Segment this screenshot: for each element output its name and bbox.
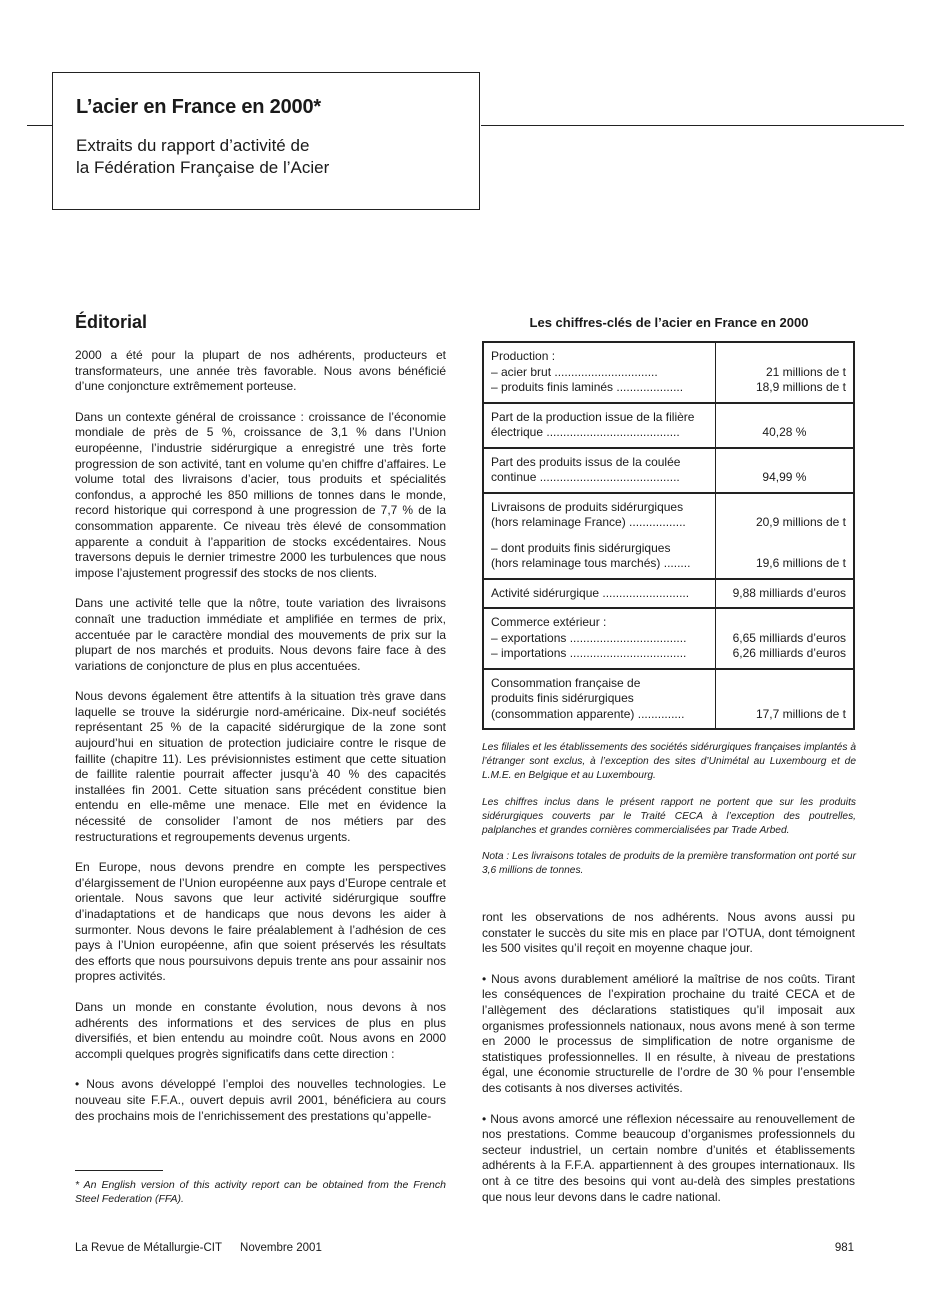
table-note: Nota : Les livraisons totales de produits de la première transformation ont porté sur 3,6 millions de tonnes.	[482, 851, 856, 877]
subtitle-line-1: Extraits du rapport d’activité de	[76, 136, 310, 155]
table-note: Les chiffres inclus dans le présent rapport ne portent que sur les produits sidérurgiques couverts par le Traité CECA à l’exception des poutrelles, palplanches et grandes cornières commercialisées par Trade Arbed.	[482, 796, 856, 837]
key-figures-title: Les chiffres-clés de l’acier en France en 2000	[529, 315, 809, 330]
table-cell-label: Part des produits issus de la coulée continue ..........................................	[483, 448, 715, 493]
key-figures-table	[482, 341, 855, 730]
table-cell-value: 21 millions de t 18,9 millions de t	[715, 342, 854, 403]
editorial-paragraph: En Europe, nous devons prendre en compte les perspectives d’élargissement de l’Union européenne aux pays d’Europe centrale et orientale. Nous savons que leur activité sidérurgique souffre d’inadaptations et de handicaps que nous devons les aider à surmonter. Nous devons le faire préalablement à l’adhésion de ces pays à l’Union européenne, afin que soient préservés les résultats des efforts que nous poursuivons depuis trente ans pour assainir nos propres activités.	[75, 860, 446, 984]
table-cell-value: 20,9 millions de t 19,6 millions de t	[715, 493, 854, 579]
table-cell-value: 40,28 %	[715, 403, 854, 448]
page-number: 981	[834, 1242, 854, 1254]
editorial-continued-column	[482, 910, 855, 1220]
issue-date: Novembre 2001	[240, 1242, 322, 1254]
editorial-paragraph: • Nous avons durablement amélioré la maîtrise de nos coûts. Tirant les conséquences de l’expiration prochaine du traité CECA et de l’allègement des déclarations statistiques qu’il imposait aux organismes professionnels nationaux, nous avons mené à son terme en 2000 le processus de simplification de notre organisme de statistiques professionnelles. Il en résulte, à niveau de prestations égal, une économie structurelle de l’ordre de 30 % pour l’ensemble des cotisants à nos diverses activités.	[482, 971, 855, 1095]
table-cell-label: Consommation française de produits finis sidérurgiques (consommation apparente) ..............	[483, 669, 715, 730]
table-cell-value: 94,99 %	[715, 448, 854, 493]
table-cell-value: 6,65 milliards d’euros 6,26 milliards d’euros	[715, 608, 854, 669]
page-subtitle	[76, 135, 457, 179]
table-row	[483, 403, 854, 448]
page-footer	[75, 1241, 322, 1255]
header-rule-right	[481, 125, 904, 126]
table-cell-label: Livraisons de produits sidérurgiques (hors relaminage France) ................. – dont produits finis sidérurgiques (hors relaminage tous marchés) ........	[483, 493, 715, 579]
table-notes	[482, 741, 856, 891]
editorial-paragraph: Dans un monde en constante évolution, nous devons à nos adhérents des informations et des services de plus en plus diversifiés, et bien entendu au moindre coût. Nous avons en 2000 accompli quelques progrès significatifs dans cette direction :	[75, 999, 446, 1061]
table-row	[483, 579, 854, 609]
table-row	[483, 493, 854, 579]
journal-name: La Revue de Métallurgie-CIT	[75, 1242, 223, 1254]
editorial-paragraph: • Nous avons développé l’emploi des nouvelles technologies. Le nouveau site F.F.A., ouvert depuis avril 2001, bénéficiera au cours des prochains mois de l’enrichissement des prestations qu’appelle-	[75, 1077, 446, 1123]
subtitle-line-2: la Fédération Française de l’Acier	[76, 158, 330, 177]
editorial-paragraph: Dans un contexte général de croissance : croissance de l’économie mondiale de près de 5 %, croissance de 3,1 % dans l’Union européenne, l’industrie sidérurgique a enregistré une très forte progression de son activité, tant en volume qu’en chiffre d’affaires. Le volume total des livraisons d’acier, tous produits et spécialités confondus, a approché les 850 millions de tonnes dans le monde, record historique qui correspond à une progression de 7,7 % de la consommation apparente. Ce niveau très élevé de consommation apparente a conduit à l’apparition de stocks excédentaires. Nous traversons depuis le dernier trimestre 2000 les turbulences que nous impose l’ajustement progressif des stocks de nos clients.	[75, 409, 446, 580]
page-title: L’acier en France en 2000*	[76, 96, 321, 118]
table-cell-label: Production : – acier brut ............................... – produits finis laminés ....................	[483, 342, 715, 403]
editorial-paragraph: 2000 a été pour la plupart de nos adhérents, producteurs et transformateurs, une année très favorable. Nous avons bénéficié d’une conjoncture extrêmement porteuse.	[75, 348, 446, 394]
editorial-paragraph: Nous devons également être attentifs à la situation très grave dans laquelle se trouve la sidérurgie nord-américaine. Dix-neuf sociétés représentant 25 % de la capacité sidérurgique de la zone sont aujourd’hui en situation de protection judiciaire contre le risque de faillite (chapitre 11). Les prévisionnistes estiment que cette situation de faillite ralentie pourrait affecter jusqu’à 40 % des capacités installées fin 2001. Cette situation sans précédent constitue bien entendu en elle-même une menace. Elle met en évidence la nécessité de consolider l’amont de nos métiers par des restructurations et regroupements devenus urgents.	[75, 689, 446, 844]
footnote-rule	[75, 1170, 163, 1171]
table-cell-label: Activité sidérurgique ..........................	[483, 579, 715, 609]
table-cell-value: 9,88 milliards d’euros	[715, 579, 854, 609]
table-row	[483, 448, 854, 493]
header-rule-left	[27, 125, 53, 126]
table-cell-value: 17,7 millions de t	[715, 669, 854, 730]
table-cell-label: Commerce extérieur : – exportations ................................... – importations ...................................	[483, 608, 715, 669]
table-note: Les filiales et les établissements des sociétés sidérurgiques françaises implantés à l’étranger sont exclus, à l’exception des sites d’Unimétal au Luxembourg et de L.M.E. en Belgique et au Luxembourg.	[482, 742, 856, 782]
table-cell-label: Part de la production issue de la filière électrique ........................................	[483, 403, 715, 448]
editorial-heading: Éditorial	[75, 312, 148, 332]
table-row	[483, 342, 854, 403]
editorial-paragraph: Dans une activité telle que la nôtre, toute variation des livraisons connaît une traduction immédiate et amplifiée en termes de prix, accentuée par le caractère mondial des mouvements de prix sur la plupart de nos marchés et produits. Nous devons faire face à des variations de conjoncture de plus en plus accentuées.	[75, 596, 446, 673]
table-row	[483, 669, 854, 730]
title-box	[52, 72, 480, 210]
footnote: * An English version of this activity report can be obtained from the French Steel Federation (FFA).	[75, 1179, 446, 1205]
editorial-column	[75, 310, 446, 1139]
editorial-paragraph: • Nous avons amorcé une réflexion nécessaire au renouvellement de nos prestations. Comme beaucoup d’organismes professionnels du secteur industriel, un certain nombre d’unités et établissements adhérents à la F.F.A. appartiennent à des groupes internationaux. Ils ont à ce titre des besoins qui vont au-delà des simples prestations que nous leur devons dans le cadre national.	[482, 1111, 855, 1204]
table-row	[483, 608, 854, 669]
editorial-paragraph: ront les observations de nos adhérents. Nous avons aussi pu constater le succès du site mis en place par l’OTUA, dont témoignent les 500 visites qu’il reçoit en moyenne chaque jour.	[482, 910, 855, 956]
